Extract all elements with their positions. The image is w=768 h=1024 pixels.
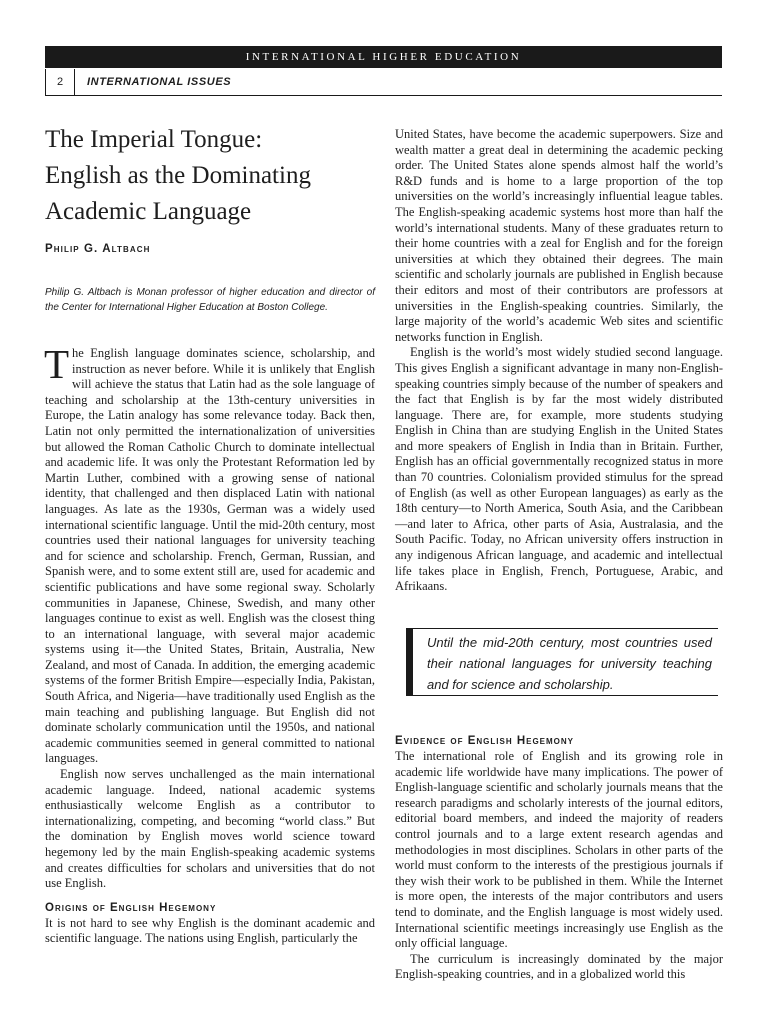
subhead-evidence: Evidence of English Hegemony [395,735,575,747]
paragraph-3: It is not hard to see why English is the dominant academic and scientific language. The nations using English, particularly the [45,915,375,946]
drop-cap: T [44,341,70,387]
subhead-origins: Origins of English Hegemony [45,901,217,914]
article-title [45,122,375,230]
left-column [44,341,376,947]
paragraph-1-text: he English language dominates science, scholarship, and instruction as never before. While it is unlikely that English will achieve the status that Latin had as the sole language of teaching and scholarship at the 13th-century universities in Europe, the Latin analogy has some relevance today. Back then, Latin not only permitted the internationalization of universities but allowed the Roman Catholic Church to dominate intellectual and academic life. It was only the Protestant Reformation led by Martin Luther, combined with a growing sense of national identity, that challenged and then displaced Latin with national languages. As late as the 1930s, German was a widely used international scientific language. Until the mid-20th century, most countries used their national languages for university teaching and for science and scholarship. French, German, Russian, and Spanish were, and to some extent still are, used for academic and scientific publications and have some regional sway. Scholarly communities in Japanese, Chinese, Swedish, and many other languages continue to exist as well. English was the closest thing to an international language, with several major academic systems using it—the United States, Britain, Australia, New Zealand, and most of Canada. In addition, the emerging academic systems of the former British Empire—especially India, Pakistan, South Africa, and Nigeria—have traditionally used English as the main teaching and publishing language. But English did not dominate scholarly communication until the 1950s, and national academic communities seemed in general committed to national languages. [45,346,376,766]
author-note: Philip G. Altbach is Monan professor of higher education and director of the Center for International Higher Education at Boston College. [45,287,375,313]
page-number: 2 [45,69,75,95]
paragraph-4: English is the world’s most widely studied second language. This gives English a significant advantage in many non-English-speaking countries simply because of the number of speakers and the fact that English is by far the most widely distributed language. There are, for example, more students studying English in China than are studying English in the United States and more speakers of English in India than in Britain. Further, English has an official governmentally recognized status in more than 70 countries. Colonialism provided stimulus for the spread of English (as well as other European languages) as early as the 18th century—to North America, South Asia, and the Caribbean—and later to Africa, other parts of Asia, Australasia, and the South Pacific. Today, no African university offers instruction in any indigenous African language, and academic and intellectual life takes place in English, French, Portuguese, Arabic, and Afrikaans. [395,345,723,594]
paragraph-1 [44,341,376,767]
right-column-top [395,127,723,595]
journal-title: INTERNATIONAL HIGHER EDUCATION [245,51,522,63]
paragraph-6: The curriculum is increasingly dominated by the major English-speaking countries, and in a globalized world this [395,951,723,982]
paragraph-5: The international role of English and its growing role in academic life worldwide have many implications. The power of English-language scientific and scholarly journals means that the research paradigms and scholarly interests of the journal editors, editorial board members, and indeed the majority of readers control journals and to a large extent research agendas and methodologies in most disciplines. Scholars in other parts of the world must conform to the interests of the prestigious journals if they wish their work to be published in them. While the Internet is more open, the interests of the major contributors and users tend to dominate, and the English language is most widely used. International scientific meetings increasingly use English as the only official language. [395,749,723,951]
right-column-bottom [395,734,723,983]
section-title: INTERNATIONAL ISSUES [87,76,232,88]
pull-quote: Until the mid-20th century, most countries used their national languages for university teaching and for science and scholarship. [406,628,718,696]
title-line-3: Academic Language [45,198,252,225]
paragraph-3-continued: United States, have become the academic superpowers. Size and wealth matter a great deal in determining the academic pecking order. The United States alone spends almost half the world’s R&D funds and is home to a large proportion of the top universities on the world’s increasingly influential league tables. The English-speaking academic systems host more than half the world’s international students. Many of these graduates return to their home countries with a zeal for English and for the foreign universities at which they obtained their degrees. The main scientific and scholarly journals are published in English because their editors and most of their contributors are professors at universities in the English-speaking countries. Similarly, the large majority of the world’s academic Web sites and scientific networks function in English. [395,127,723,344]
journal-header-bar [45,46,722,68]
section-header [45,69,722,96]
title-line-1: The Imperial Tongue: [45,126,263,153]
title-line-2: English as the Dominating [45,162,311,189]
paragraph-2: English now serves unchallenged as the main international academic language. Indeed, national academic systems enthusiastically welcome English as a contributor to internationalizing, competing, and becoming “world class.” But the domination by English moves world science toward hegemony led by the main English-speaking academic systems and creates difficulties for scholars and universities that do not use English. [45,767,375,891]
author-byline: Philip G. Altbach [45,243,151,255]
